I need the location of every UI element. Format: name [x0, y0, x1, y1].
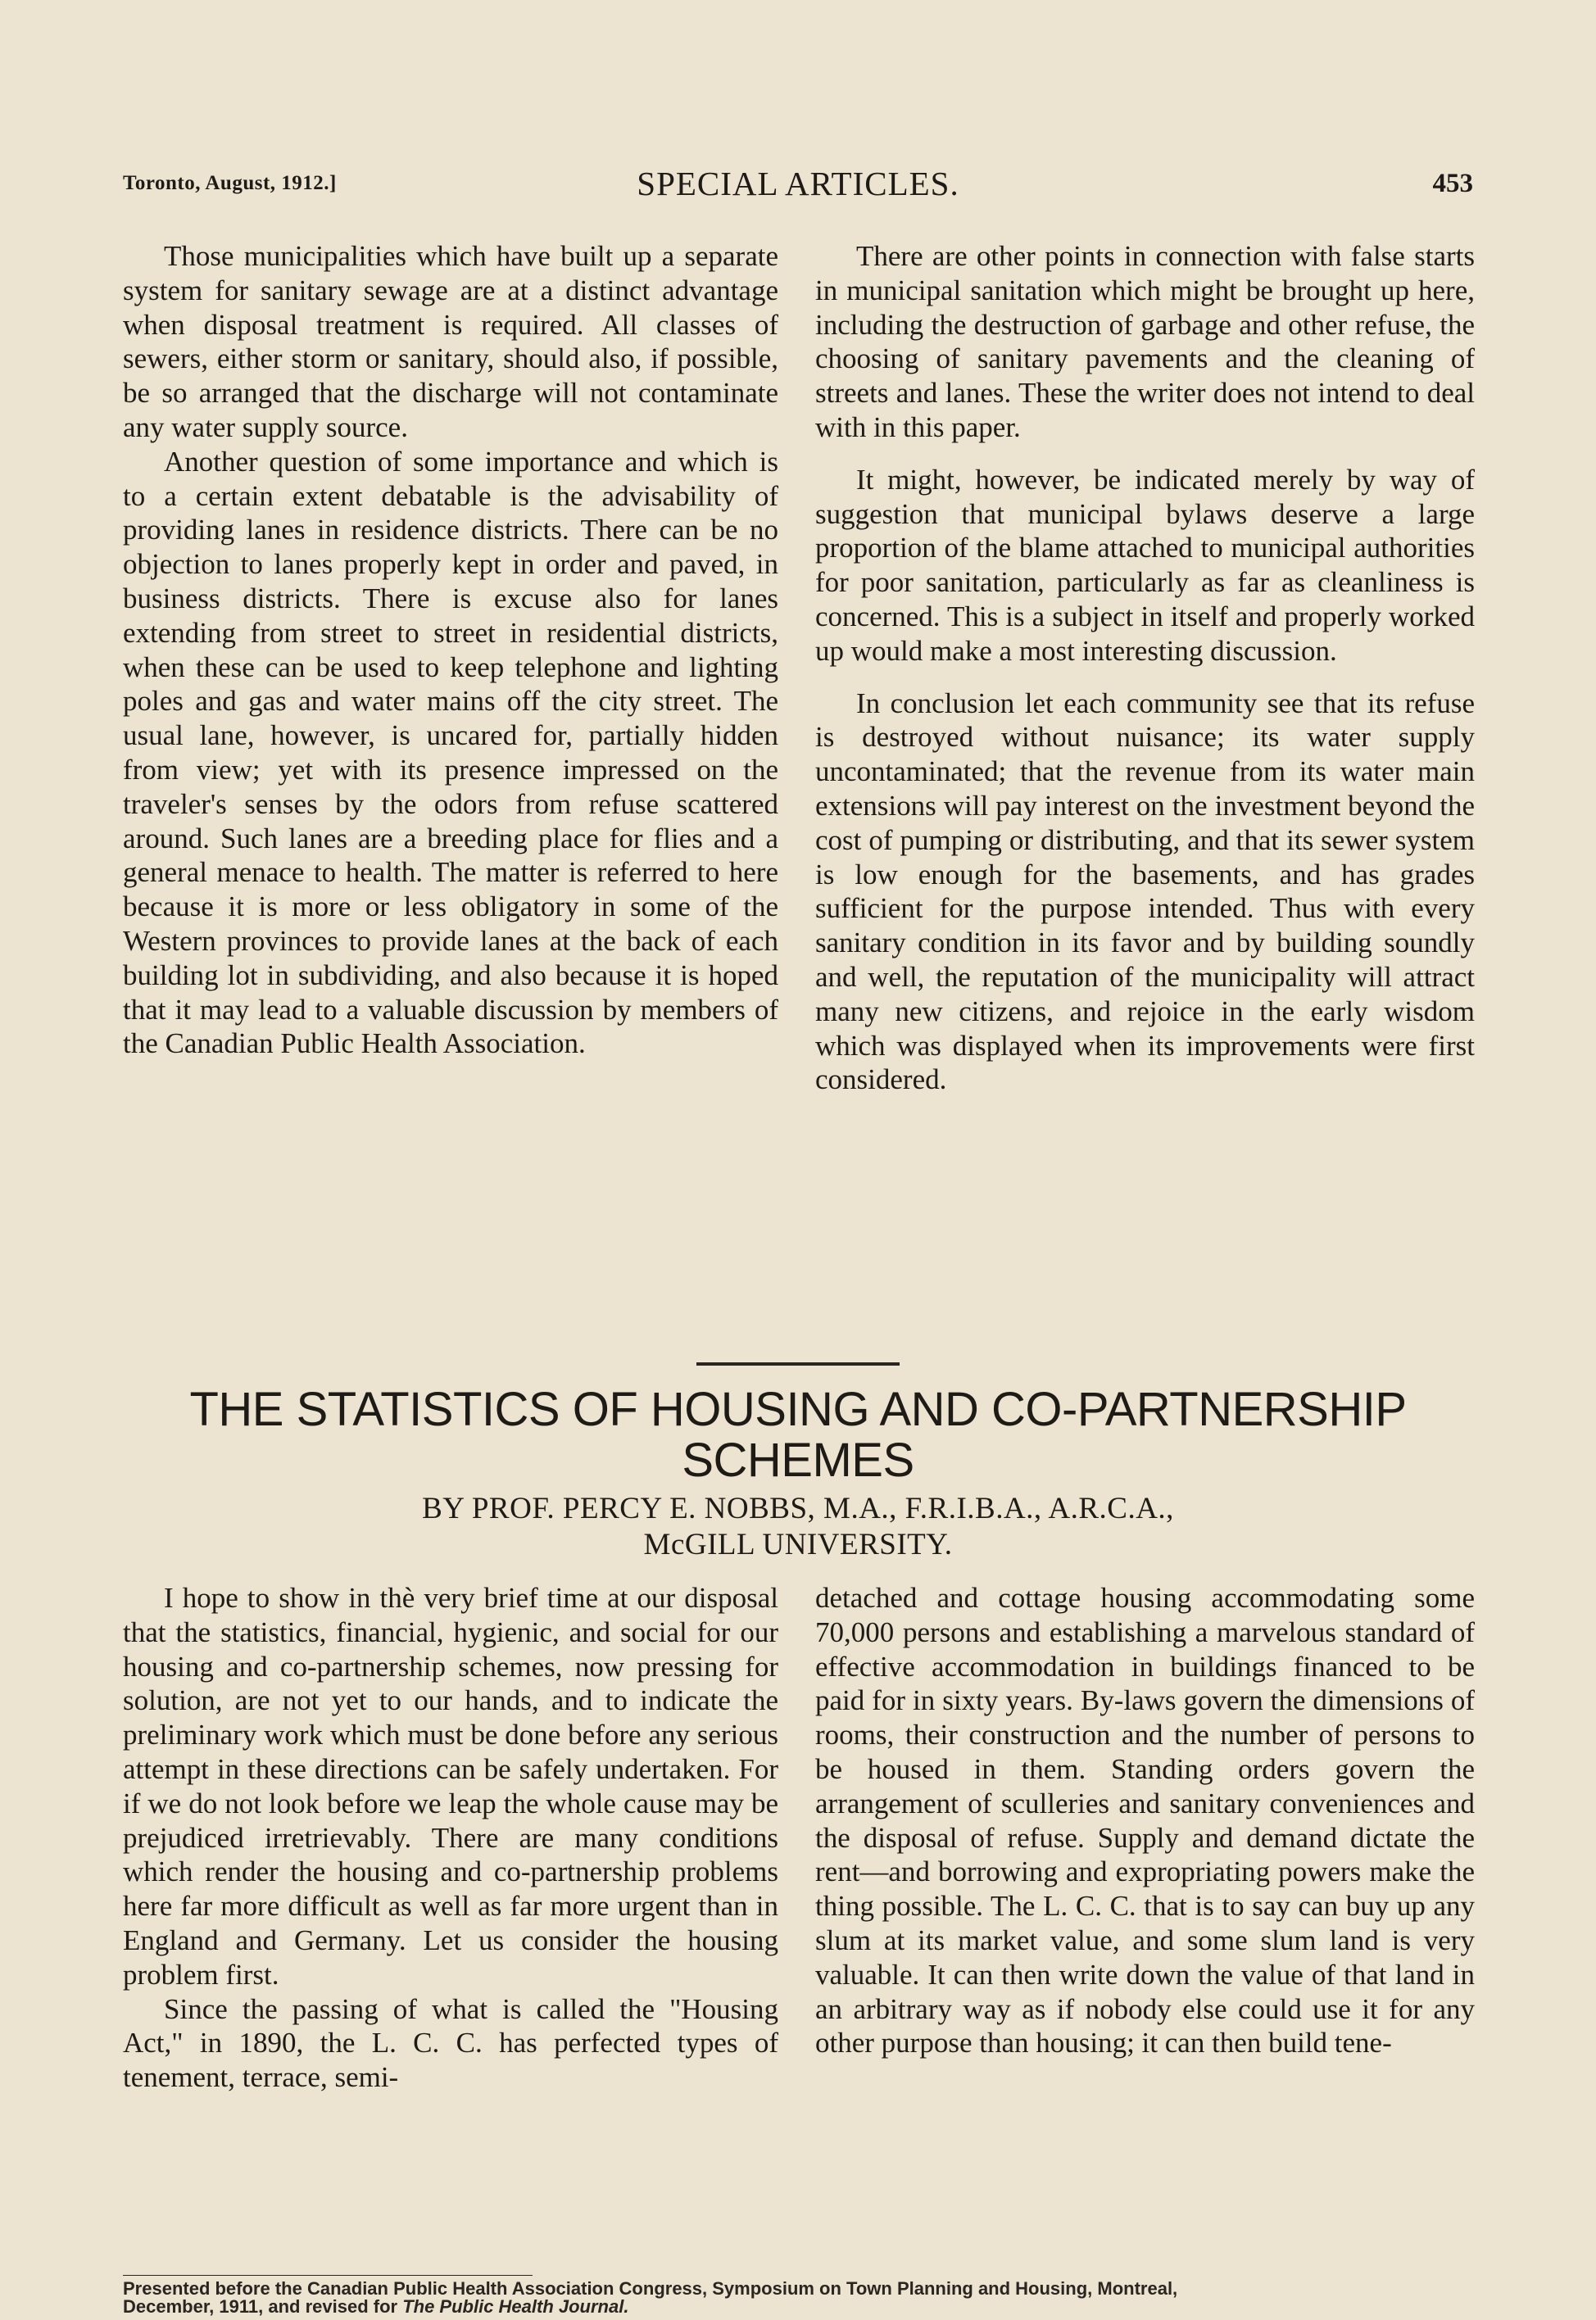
paragraph: Another question of some importance and which is to a certain extent debatable is the advisability of providing lanes in residence districts. There can be no objection to lanes properly kept in order and paved, in business districts. There is excuse also for lanes extending from street to street in residential districts, when these can be used to keep telephone and lighting poles and gas and water mains off the city street. The usual lane, however, is uncared for, partially hidden from view; yet with its presence impressed on the traveler's senses by the odors from refuse scattered around. Such lanes are a breeding place for flies and a general menace to health. The matter is referred to here because it is more or less obligatory in some of the Western provinces to provide lanes at the back of each building lot in subdividing, and also because it is hoped that it may lead to a valuable discussion by members of the Canadian Public Health Association. — [123, 445, 778, 1060]
running-header — [123, 164, 1473, 205]
paragraph: Since the passing of what is called the "Housing Act," in 1890, the L. C. C. has perfected types of tenement, terrace, semi- — [123, 1992, 778, 2094]
paragraph: There are other points in connection with false starts in municipal sanitation which might be brought up here, including the destruction of garbage and other refuse, the choosing of sanitary pavements and the cleaning of streets and lanes. These the writer does not intend to deal with in this paper. — [815, 240, 1475, 443]
top-right-column — [815, 239, 1475, 1097]
paragraph: Those municipalities which have built up a separate system for sanitary sewage are at a distinct advantage when disposal treatment is required. All classes of sewers, either storm or sanitary, should also, if possible, be so arranged that the discharge will not contaminate any water supply source. — [123, 240, 778, 443]
article-title-line: SCHEMES — [682, 1434, 914, 1487]
section-divider — [696, 1362, 900, 1366]
footnote-line: Presented before the Canadian Public Health Association Congress, Symposium on Town Planning and Housing, Montreal, — [123, 2278, 1178, 2299]
footnote-rule — [123, 2275, 533, 2276]
bottom-left-column — [123, 1581, 778, 2095]
footnote-line — [123, 2298, 1473, 2316]
page-number: 453 — [1432, 169, 1473, 198]
byline-affiliation: McGILL UNIVERSITY. — [643, 1528, 953, 1561]
paragraph: detached and cottage housing accommodating some 70,000 persons and establishing a marvelous standard of effective accommodation in buildings financed to be paid for in sixty years. By-laws govern the dimensions of rooms, their construction and the number of persons to be housed in them. Standing orders govern the arrangement of sculleries and sanitary conveniences and the disposal of refuse. Supply and demand dictate the rent—and borrowing and expropriating powers make the thing possible. The L. C. C. that is to say can buy up any slum at its market value, and some slum land is very valuable. It can then write down the value of that land in an arbitrary way as if nobody else could use it for any other purpose than housing; it can then build tene- — [815, 1582, 1475, 2059]
bottom-right-column — [815, 1581, 1475, 2060]
article-title-line: THE STATISTICS OF HOUSING AND CO-PARTNERSHIP — [189, 1383, 1407, 1436]
paragraph: I hope to show in thè very brief time at our disposal that the statistics, financial, hygienic, and social for our housing and co-partnership schemes, now pressing for solution, are not yet to our hands, and to indicate the preliminary work which must be done before any serious attempt in these directions can be safely undertaken. For if we do not look before we leap the whole cause may be prejudiced irretrievably. There are many conditions which render the housing and co-partnership problems here far more difficult as well as far more urgent than in England and Germany. Let us consider the housing problem first. — [123, 1582, 778, 1991]
top-left-column — [123, 239, 778, 1061]
footnote-text: December, 1911, and revised for — [123, 2296, 403, 2317]
header-section-title: SPECIAL ARTICLES. — [637, 165, 959, 202]
journal-name: The Public Health Journal. — [402, 2296, 629, 2317]
byline-author: BY PROF. PERCY E. NOBBS, M.A., F.R.I.B.A., A.R.C.A., — [422, 1492, 1174, 1525]
footnote — [123, 2280, 1473, 2316]
article-title — [82, 1384, 1514, 1486]
paragraph: In conclusion let each community see that its refuse is destroyed without nuisance; its water supply uncontaminated; that the revenue from its water main extensions will pay interest on the investment beyond the cost of pumping or distributing, and that its sewer system is low enough for the basements, and has grades sufficient for the purpose intended. Thus with every sanitary condition in its favor and by building soundly and well, the reputation of the municipality will attract many new citizens, and rejoice in the early wisdom which was displayed when its improvements were first considered. — [815, 686, 1475, 1096]
header-dateline: Toronto, August, 1912.] — [123, 172, 337, 194]
paragraph: It might, however, be indicated merely by way of suggestion that municipal bylaws deserve a large proportion of the blame attached to municipal authorities for poor sanitation, particularly as far as cleanliness is concerned. This is a subject in itself and properly worked up would make a most interesting discussion. — [815, 463, 1475, 667]
article-byline — [82, 1491, 1514, 1563]
